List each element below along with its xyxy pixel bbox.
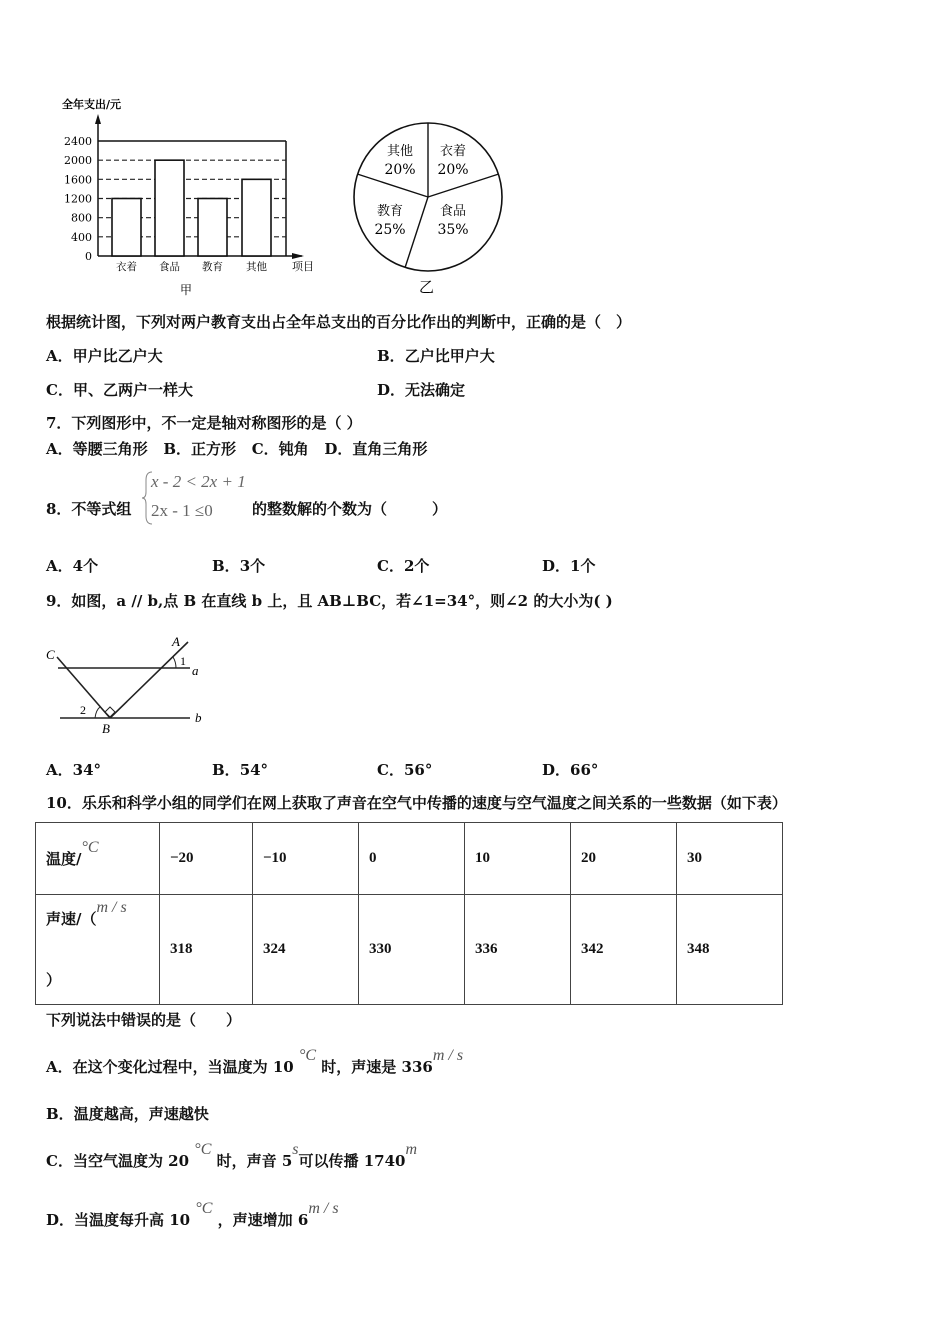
unit-celsius: °C [194, 1141, 212, 1158]
q9-option-a[interactable] [46, 759, 101, 780]
bar-chart-xlabel: 项目 [292, 260, 314, 273]
q8-inequality-2: 2x - 1 ≤0 [151, 501, 213, 520]
q10-question: 下列说法中错误的是（ ） [46, 1011, 242, 1029]
unit-mps: m / s [308, 1200, 339, 1217]
option-text: 温度越高，声速越快 [73, 1105, 209, 1123]
option-text: 甲、乙两户一样大 [72, 381, 193, 399]
table-cell: 20 [571, 823, 677, 895]
svg-text:食品: 食品 [159, 261, 180, 273]
table-cell: 10 [465, 823, 571, 895]
pie-chart-yi [345, 115, 515, 300]
header-label: 声速/（ [46, 910, 97, 928]
q6-stem: 根据统计图，下列对两户教育支出占全年总支出的百分比作出的判断中，正确的是（ ） [46, 313, 632, 331]
option-text: ，声速增加 6 [217, 1211, 309, 1229]
option-text: 无法确定 [405, 381, 466, 399]
option-key: B． [163, 440, 192, 458]
table-row-speed [36, 895, 783, 1005]
svg-text:食品: 食品 [439, 204, 467, 219]
unit-mps: m / s [432, 1047, 464, 1064]
svg-text:2: 2 [80, 703, 86, 717]
svg-text:2000: 2000 [64, 154, 92, 168]
q9-option-b[interactable] [212, 759, 268, 780]
option-key: C． [377, 557, 404, 575]
option-text: 66° [570, 761, 599, 779]
table-cell: −20 [160, 823, 253, 895]
sound-speed-table [35, 822, 783, 1005]
bar-chart-jia [40, 90, 340, 300]
unit-celsius: °C [195, 1200, 213, 1217]
q7-option-a[interactable] [46, 440, 148, 458]
svg-text:教育: 教育 [376, 204, 404, 219]
option-text: 乙户比甲户大 [404, 347, 495, 365]
unit-celsius: °C [298, 1047, 317, 1064]
option-text: 当温度每升高 10 [74, 1211, 191, 1229]
option-key: C． [251, 440, 279, 458]
svg-text:B: B [102, 721, 110, 736]
table-header-speed [36, 895, 160, 1005]
q8-inequality-1: x - 2 < 2x + 1 [151, 472, 246, 491]
table-row-temperature [36, 823, 783, 895]
svg-text:35%: 35% [437, 222, 469, 238]
svg-text:a: a [192, 663, 199, 678]
option-key: D． [377, 381, 406, 399]
q7-option-c[interactable] [252, 440, 309, 458]
option-text: 可以传播 1740 [298, 1152, 406, 1170]
option-text: 在这个变化过程中，当温度为 10 [72, 1058, 294, 1076]
table-cell: 336 [465, 895, 571, 1005]
q6-option-d[interactable] [377, 379, 465, 400]
option-key: D． [542, 557, 571, 575]
q9-geometry-figure [40, 630, 260, 740]
option-text: 4个 [72, 557, 99, 575]
header-close: ） [46, 971, 62, 989]
table-cell: 348 [677, 895, 783, 1005]
q7-option-b[interactable] [163, 440, 236, 458]
table-cell: 318 [160, 895, 253, 1005]
option-text: 56° [403, 761, 433, 779]
svg-text:0: 0 [85, 250, 92, 263]
option-key: A． [46, 557, 73, 575]
option-key: C． [46, 381, 73, 399]
option-text: 2个 [403, 557, 430, 575]
option-key: B． [212, 557, 240, 575]
table-cell: 324 [253, 895, 359, 1005]
option-key: D． [324, 440, 353, 458]
option-text: 时，声音 5 [216, 1152, 293, 1170]
svg-text:教育: 教育 [202, 261, 223, 273]
option-key: C． [377, 761, 404, 779]
svg-text:20%: 20% [384, 162, 416, 178]
header-label: 温度/ [46, 850, 82, 868]
svg-text:20%: 20% [437, 162, 469, 178]
unit-celsius: °C [81, 839, 99, 856]
option-key: C． [46, 1152, 73, 1170]
q8-option-d[interactable] [542, 555, 595, 576]
q7-stem: 7．下列图形中，不一定是轴对称图形的是（ ） [46, 414, 362, 432]
q8-option-c[interactable] [377, 555, 429, 576]
q10-option-a[interactable] [46, 1047, 464, 1077]
q6-option-c[interactable] [46, 379, 193, 400]
unit-mps: m / s [96, 899, 127, 916]
option-key: A． [46, 347, 73, 365]
table-cell: 0 [359, 823, 465, 895]
option-key: B． [377, 347, 405, 365]
svg-text:1200: 1200 [64, 192, 92, 206]
svg-text:其他: 其他 [246, 261, 267, 273]
svg-text:400: 400 [71, 230, 92, 244]
q6-option-b[interactable] [377, 345, 495, 366]
option-text: 当空气温度为 20 [72, 1152, 190, 1170]
svg-text:2400: 2400 [64, 135, 92, 148]
q8-prefix: 8．不等式组 [46, 500, 132, 518]
option-text: 1个 [570, 557, 596, 575]
q8-suffix: 的整数解的个数为（ ） [252, 500, 448, 518]
option-text: 直角三角形 [352, 440, 428, 458]
table-cell: 330 [359, 895, 465, 1005]
q7-option-d[interactable] [324, 440, 427, 458]
q7-options [46, 438, 427, 459]
option-text: 正方形 [191, 440, 237, 458]
svg-text:1600: 1600 [64, 173, 92, 187]
table-cell: 342 [571, 895, 677, 1005]
option-text: 54° [239, 761, 269, 779]
unit-meters: m [405, 1141, 418, 1158]
svg-text:1: 1 [180, 654, 186, 668]
table-cell: 30 [677, 823, 783, 895]
option-key: D． [542, 761, 571, 779]
option-text: 等腰三角形 [72, 440, 148, 458]
svg-text:25%: 25% [374, 222, 406, 238]
table-cell: −10 [253, 823, 359, 895]
q9-option-c[interactable] [377, 759, 432, 780]
svg-text:C: C [46, 647, 55, 662]
option-text: 3个 [239, 557, 266, 575]
table-header-temperature [36, 823, 160, 895]
option-key: A． [46, 440, 73, 458]
svg-text:其他: 其他 [386, 144, 414, 159]
option-key: D． [46, 1211, 75, 1229]
svg-text:衣着: 衣着 [439, 144, 467, 159]
bar-chart-title: 甲 [180, 283, 193, 297]
option-text: 钝角 [278, 440, 309, 458]
option-key: A． [46, 761, 73, 779]
q9-stem: 9．如图，a // b,点 B 在直线 b 上，且 AB⊥BC，若∠1=34°，则∠2 的大小为( ) [46, 592, 613, 610]
q8-option-a[interactable] [46, 555, 98, 576]
svg-text:b: b [195, 710, 202, 725]
q9-option-d[interactable] [542, 759, 598, 780]
option-text: 甲户比乙户大 [72, 347, 163, 365]
svg-text:800: 800 [71, 211, 92, 225]
option-key: B． [212, 761, 240, 779]
q6-option-a[interactable] [46, 345, 163, 366]
svg-text:A: A [172, 634, 180, 649]
unit-seconds: s [292, 1141, 299, 1158]
q10-option-c[interactable] [46, 1141, 418, 1171]
bar-chart-ylabel: 全年支出/元 [62, 98, 122, 111]
q10-option-b[interactable] [46, 1103, 209, 1124]
option-key: A． [46, 1058, 73, 1076]
option-text: 34° [72, 761, 102, 779]
pie-chart-title: 乙 [419, 278, 435, 296]
q10-option-d[interactable] [46, 1200, 339, 1230]
q8-option-b[interactable] [212, 555, 265, 576]
q10-stem: 10．乐乐和科学小组的同学们在网上获取了声音在空气中传播的速度与空气温度之间关系的一些数据（如下表） [46, 794, 787, 812]
option-text: 时，声速是 336 [321, 1058, 433, 1076]
option-key: B． [46, 1105, 74, 1123]
svg-text:衣着: 衣着 [116, 261, 137, 273]
